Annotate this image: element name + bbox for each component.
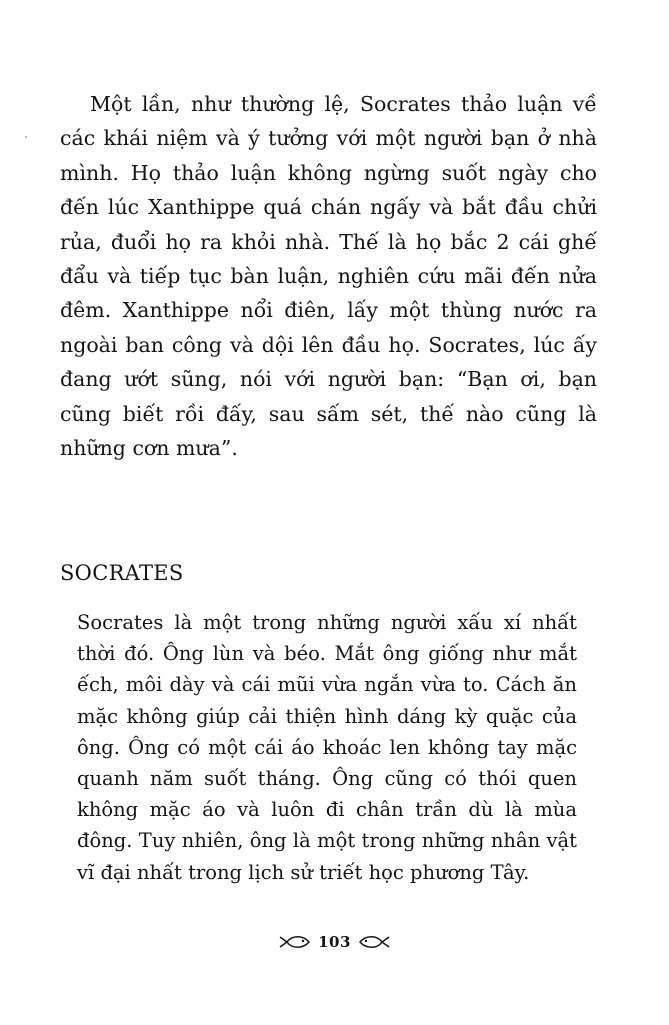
section-heading: SOCRATES: [60, 561, 184, 585]
page-number: 103: [318, 933, 351, 951]
anecdote-paragraph: Một lần, như thường lệ, Socrates thảo luận về các khái niệm và ý tưởng với một người bạn ở nhà mình. Họ thảo luận không ngừng suốt ngày cho đến lúc Xanthippe quá chán ngấy và bắt đầu chửi rủa, đuổi họ ra khỏi nhà. Thế là họ bắc 2 cái ghế đẩu và tiếp tục bàn luận, nghiên cứu mãi đến nửa đêm. Xanthippe nổi điên, lấy một thùng nước ra ngoài ban công và dội lên đầu họ. Socrates, lúc ấy đang ướt sũng, nói với người bạn: “Bạn ơi, bạn cũng biết rồi đấy, sau sấm sét, thế nào cũng là những cơn mưa”.: [60, 92, 597, 461]
page-footer: [0, 933, 669, 951]
stray-dot: [25, 136, 27, 138]
section-paragraph: Socrates là một trong những người xấu xí nhất thời đó. Ông lùn và béo. Mắt ông giống như mắt ếch, môi dày và cái mũi vừa ngắn vừa to. Cách ăn mặc không giúp cải thiện hình dáng kỳ quặc của ông. Ông có một cái áo khoác len không tay mặc quanh năm suốt tháng. Ông cũng có thói quen không mặc áo và luôn đi chân trần dù là mùa đông. Tuy nhiên, ông là một trong những nhân vật vĩ đại nhất trong lịch sử triết học phương Tây.: [77, 611, 577, 884]
fish-ornament-right-icon: [357, 935, 391, 949]
fish-ornament-left-icon: [278, 935, 312, 949]
